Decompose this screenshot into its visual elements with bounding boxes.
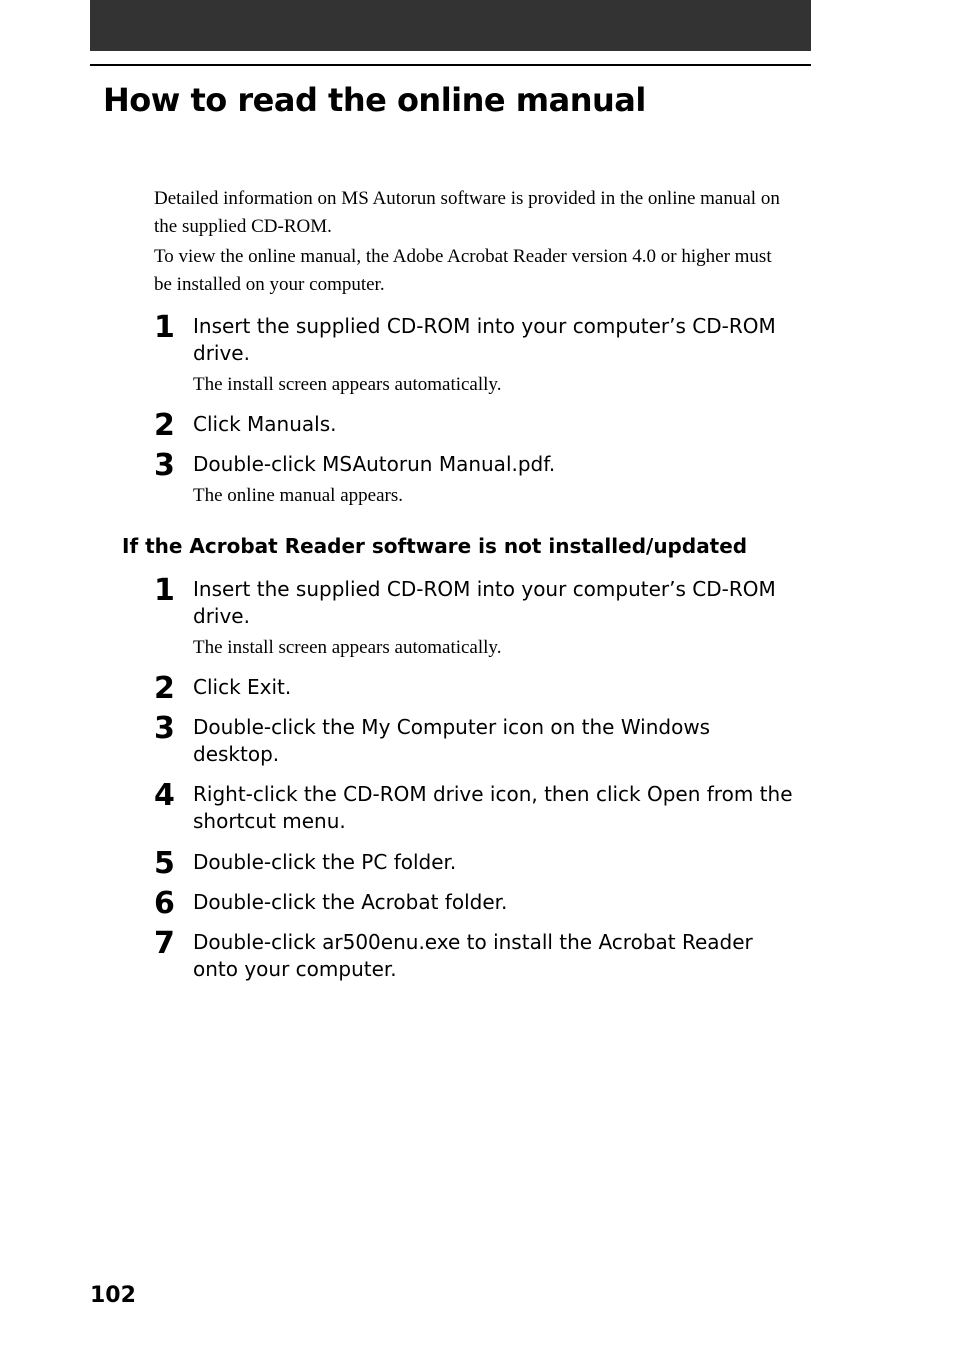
header-rule [90,64,811,66]
step-text: Double-click the PC folder. [193,850,457,874]
step-number: 5 [154,846,175,881]
step-number: 7 [154,926,175,961]
section-heading: If the Acrobat Reader software is not installed/updated [122,534,748,558]
step-note: The install screen appears automatically. [193,374,502,395]
step-text: Click Exit. [193,675,292,699]
step-number: 3 [154,448,175,483]
step-text: Double-click MSAutorun Manual.pdf. [193,452,556,476]
step-number: 1 [154,573,175,608]
step-note: The install screen appears automatically. [193,637,502,658]
step-note: The online manual appears. [193,485,403,506]
intro-paragraph: Detailed information on MS Autorun software is provided in the online manual on the supplied CD-ROM. [154,188,780,237]
step-number: 1 [154,310,175,345]
intro-paragraph: To view the online manual, the Adobe Acrobat Reader version 4.0 or higher must be installed on your computer. [154,246,772,295]
step-text: Insert the supplied CD-ROM into your computer’s CD-ROM drive. [193,314,776,365]
step-text: Double-click the My Computer icon on the Windows desktop. [193,715,711,766]
step-text: Double-click the Acrobat folder. [193,890,508,914]
step-text: Right-click the CD-ROM drive icon, then click Open from the shortcut menu. [193,782,793,833]
step-number: 3 [154,711,175,746]
step-text: Double-click ar500enu.exe to install the Acrobat Reader onto your computer. [193,930,753,981]
step-text: Click Manuals. [193,412,337,436]
header-bar [90,0,811,51]
step-number: 6 [154,886,175,921]
step-text: Insert the supplied CD-ROM into your computer’s CD-ROM drive. [193,577,776,628]
step-number: 2 [154,671,175,706]
page-number: 102 [90,1283,136,1308]
step-number: 4 [154,778,175,813]
page-title: How to read the online manual [103,81,646,119]
step-number: 2 [154,408,175,443]
